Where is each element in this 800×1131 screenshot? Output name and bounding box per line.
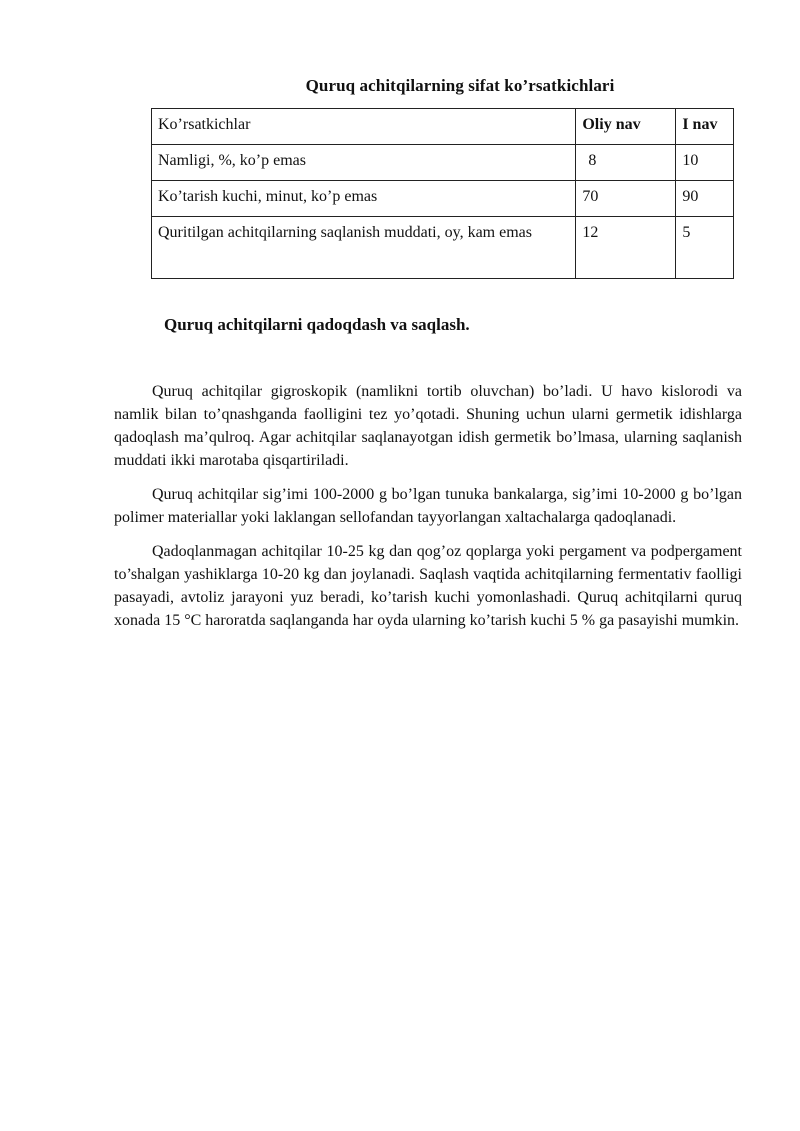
table-row <box>152 145 734 181</box>
table-cell: 90 <box>676 181 734 217</box>
table-row <box>152 181 734 217</box>
table-cell: 12 <box>576 217 676 279</box>
header-cell-indicators: Ko’rsatkichlar <box>152 109 576 145</box>
header-cell-i-nav: I nav <box>676 109 734 145</box>
paragraph: Quruq achitqilar gigroskopik (namlikni tortib oluvchan) bo’ladi. U havo kislorodi va namlik bilan to’qnashganda faolligini tez yo’qotadi. Shuning uchun ularni germetik idishlarga qadoqlash ma’qulroq. Agar achitqilar saqlanayotgan idish germetik bo’lmasa, ularning saqlanish muddati ikki marotaba qisqartiriladi. <box>114 383 742 469</box>
table-cell: 8 <box>576 145 676 181</box>
table-cell: 70 <box>576 181 676 217</box>
table-cell: Quritilgan achitqilarning saqlanish muddati, oy, kam emas <box>152 217 576 279</box>
table-header-row <box>152 109 734 145</box>
paragraph: Quruq achitqilar sig’imi 100-2000 g bo’lgan tunuka bankalarga, sig’imi 10-2000 g bo’lgan polimer materiallar yoki laklangan sellofandan tayyorlangan xaltachalarga qadoqlanadi. <box>114 486 742 526</box>
header-cell-oliy-nav: Oliy nav <box>576 109 676 145</box>
table-cell: Ko’tarish kuchi, minut, ko’p emas <box>152 181 576 217</box>
quality-indicators-table <box>151 108 734 279</box>
table-cell: 10 <box>676 145 734 181</box>
table-cell: 5 <box>676 217 734 279</box>
table-cell: Namligi, %, ko’p emas <box>152 145 576 181</box>
table-title: Quruq achitqilarning sifat ko’rsatkichlari <box>305 76 615 95</box>
body-text <box>114 380 742 643</box>
table-row <box>152 217 734 279</box>
paragraph: Qadoqlanmagan achitqilar 10-25 kg dan qog’oz qoplarga yoki pergament va podpergament to’shalgan yashiklarga 10-20 kg dan joylanadi. Saqlash vaqtida achitqilarning fermentativ faolligi pasayadi, avtoliz jarayoni yuz beradi, ko’tarish kuchi yomonlashadi. Quruq achitqilarni quruq xonada 15 °C haroratda saqlanganda har oyda ularning ko’tarish kuchi 5 % ga pasayishi mumkin. <box>114 543 742 629</box>
section-heading: Quruq achitqilarni qadoqdash va saqlash. <box>164 315 470 334</box>
